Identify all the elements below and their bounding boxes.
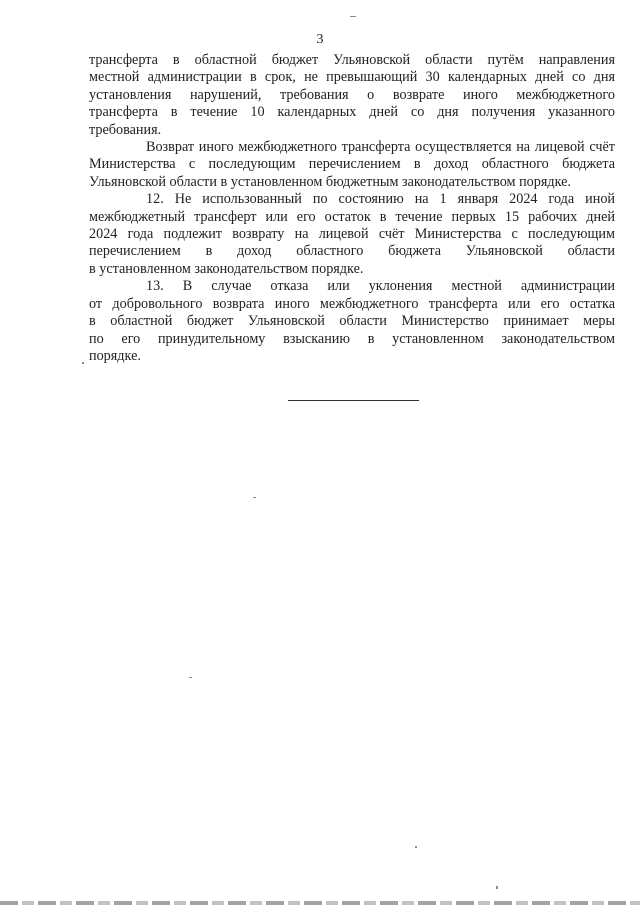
text-line: межбюджетный трансферт или его остаток в течение первых 15 рабочих дней	[89, 208, 615, 225]
page-number: 3	[316, 32, 324, 47]
text-line: от добровольного возврата иного межбюджетного трансферта или его остатка	[89, 295, 615, 312]
text-line: в установленном законодательством порядке.	[89, 260, 364, 277]
document-body	[89, 52, 615, 365]
paragraph-item-12	[89, 191, 615, 278]
scan-speck	[496, 886, 498, 889]
scan-speck	[350, 16, 356, 17]
paragraph-item-13	[89, 278, 615, 365]
scan-speck	[189, 677, 192, 678]
text-line: в областной бюджет Ульяновской области Министерство принимает меры	[89, 313, 615, 330]
paragraph-continuation	[89, 52, 615, 139]
text-line: установления нарушений, требования о возврате иного межбюджетного	[89, 86, 615, 103]
end-of-text-rule	[288, 400, 419, 401]
text-line: Ульяновской области в установленном бюджетным законодательством порядке.	[89, 173, 571, 190]
text-line: трансферта в областной бюджет Ульяновской области путём направления	[89, 52, 615, 68]
scan-speck	[415, 846, 417, 848]
text-line: по его принудительному взысканию в установленном законодательством	[89, 330, 615, 347]
scan-speck	[82, 362, 84, 364]
text-line: 12. Не использованный по состоянию на 1 января 2024 года иной	[146, 191, 615, 208]
text-line: Министерства с последующим перечислением в доход областного бюджета	[89, 156, 615, 173]
text-line: трансферта в течение 10 календарных дней со дня получения указанного	[89, 104, 615, 121]
scan-bottom-edge	[0, 901, 640, 905]
paragraph-return	[89, 139, 615, 191]
text-line: 2024 года подлежит возврату на лицевой счёт Министерства с последующим	[89, 226, 615, 243]
text-line: местной администрации в срок, не превышающий 30 календарных дней со дня	[89, 69, 615, 86]
scan-speck	[253, 497, 256, 498]
text-line: порядке.	[89, 347, 141, 364]
text-line: перечислением в доход областного бюджета Ульяновской области	[89, 243, 615, 260]
text-line: требования.	[89, 121, 162, 138]
text-line: 13. В случае отказа или уклонения местной администрации	[146, 278, 615, 295]
text-line: Возврат иного межбюджетного трансферта осуществляется на лицевой счёт	[146, 139, 615, 156]
